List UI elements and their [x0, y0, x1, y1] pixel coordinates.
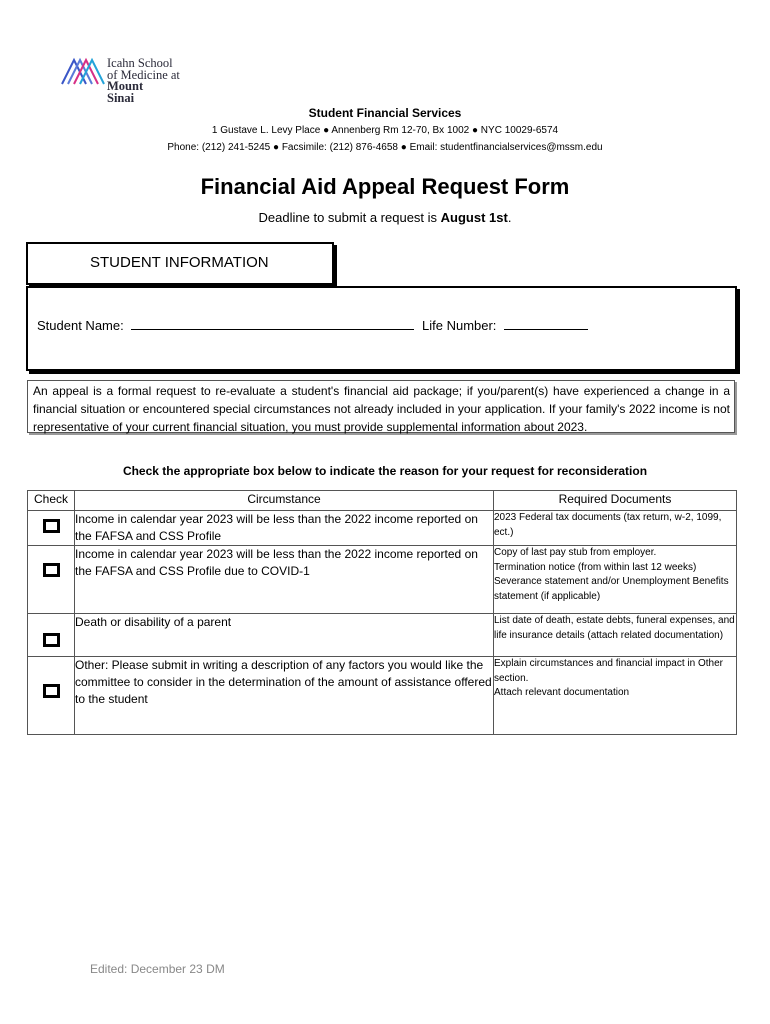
- checkbox-death-disability[interactable]: [43, 633, 60, 647]
- document-item: Termination notice (from within last 12 weeks): [494, 561, 697, 573]
- form-title: Financial Aid Appeal Request Form: [200, 174, 570, 199]
- checkbox-income-decrease[interactable]: [43, 519, 60, 533]
- edited-note: Edited: December 23 DM: [90, 962, 225, 976]
- deadline-date: August 1st: [440, 210, 508, 225]
- checkbox-other[interactable]: [43, 684, 60, 698]
- documents-cell: [494, 657, 737, 735]
- check-cell: [28, 614, 75, 657]
- office-name: Student Financial Services: [308, 106, 462, 120]
- logo-line-1: Icahn School: [107, 56, 173, 70]
- logo-line-2: of Medicine at: [107, 67, 180, 82]
- student-name-field: [37, 316, 414, 333]
- logo-mark-icon: [60, 54, 106, 88]
- check-cell: [28, 546, 75, 614]
- circumstance-cell: Income in calendar year 2023 will be less than the 2022 income reported on the FAFSA and CSS Profile due to COVID-1: [75, 546, 494, 614]
- deadline-prefix: Deadline to submit a request is: [258, 210, 441, 225]
- documents-cell: [494, 546, 737, 614]
- life-number-input[interactable]: [504, 316, 588, 330]
- document-item: List date of death, estate debts, funeral expenses, and life insurance details (attach related documentation): [494, 615, 735, 641]
- circumstance-cell: Other: Please submit in writing a description of any factors you would like the committee to consider in the determination of the amount of assistance offered to the student: [75, 657, 494, 735]
- documents-cell: [494, 614, 737, 657]
- checkbox-income-decrease-covid[interactable]: [43, 563, 60, 577]
- appeal-description: An appeal is a formal request to re-evaluate a student's financial aid package; if you/parent(s) have experienced a change in a financial situation or encountered special circumstances not already included in your application. If your family's 2022 income is not representative of your current financial situation, you must provide supplemental information about 2023.: [27, 380, 735, 433]
- student-name-label: Student Name:: [37, 318, 124, 333]
- column-header-documents: Required Documents: [494, 491, 737, 511]
- documents-cell: [494, 511, 737, 546]
- document-item: Copy of last pay stub from employer.: [494, 547, 657, 558]
- deadline-suffix: .: [507, 210, 512, 225]
- life-number-field: [422, 316, 588, 333]
- document-item: Severance statement and/or Unemployment Benefits statement (if applicable): [494, 576, 729, 602]
- reasons-table: [27, 490, 737, 735]
- student-info-section-label: STUDENT INFORMATION: [90, 254, 269, 271]
- check-cell: [28, 511, 75, 546]
- document-item: 2023 Federal tax documents (tax return, w-2, 1099, ect.): [494, 512, 722, 538]
- life-number-label: Life Number:: [422, 318, 497, 333]
- office-contact: Phone: (212) 241-5245 ● Facsimile: (212) 876-4658 ● Email: studentfinancialservices@mssm.edu: [167, 142, 603, 153]
- circumstance-cell: Income in calendar year 2023 will be less than the 2022 income reported on the FAFSA and CSS Profile: [75, 511, 494, 546]
- table-row: [28, 614, 737, 657]
- table-row: [28, 657, 737, 735]
- document-item: Explain circumstances and financial impact in Other section.: [494, 658, 723, 684]
- circumstance-cell: Death or disability of a parent: [75, 614, 494, 657]
- table-row: [28, 511, 737, 546]
- deadline-notice: [0, 210, 770, 225]
- logo-line-3: Mount: [107, 79, 144, 93]
- reasons-heading: Check the appropriate box below to indicate the reason for your request for reconsideration: [122, 464, 648, 478]
- logo-line-4: Sinai: [107, 90, 135, 105]
- table-row: [28, 546, 737, 614]
- column-header-circumstance: Circumstance: [75, 491, 494, 511]
- logo-wordmark: [107, 58, 180, 104]
- student-info-box: [26, 286, 737, 371]
- check-cell: [28, 657, 75, 735]
- column-header-check: Check: [28, 491, 75, 511]
- table-header-row: [28, 491, 737, 511]
- student-info-section-tab: [26, 242, 334, 285]
- office-address: 1 Gustave L. Levy Place ● Annenberg Rm 12-70, Bx 1002 ● NYC 10029-6574: [211, 125, 559, 136]
- document-item: Attach relevant documentation: [494, 687, 630, 698]
- school-logo: [60, 54, 200, 114]
- student-name-input[interactable]: [131, 316, 414, 330]
